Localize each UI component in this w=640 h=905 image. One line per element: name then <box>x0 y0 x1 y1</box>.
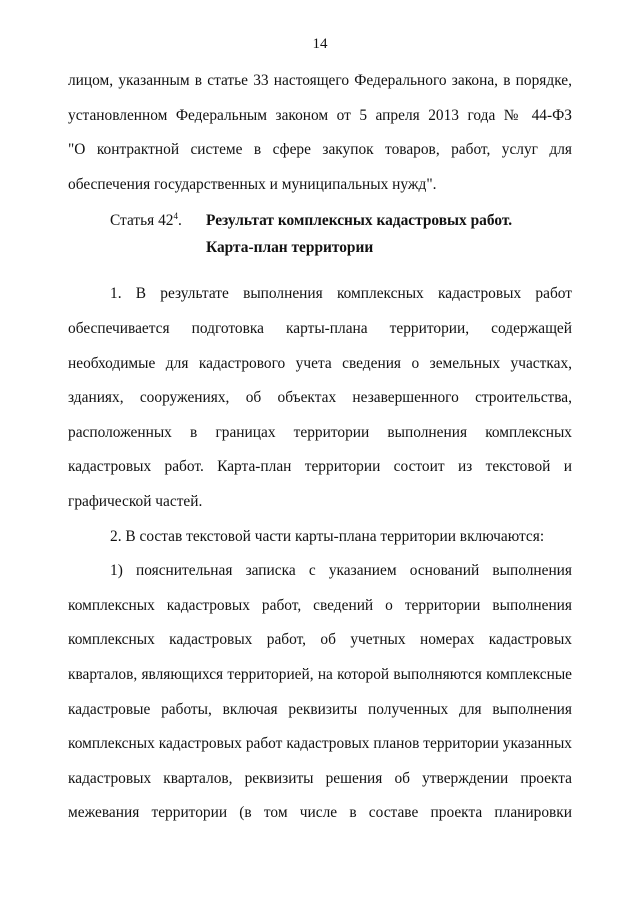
article-title <box>206 207 512 261</box>
text-line: лицом, указанным в статье 33 настоящего Федерального закона, в порядке, <box>68 72 572 89</box>
article-heading <box>68 207 572 277</box>
paragraph-3 <box>68 554 572 831</box>
text-line: 1) пояснительная записка с указанием оснований выполнения <box>110 562 572 580</box>
text-line: обеспечивается подготовка карты-плана территории, содержащей <box>68 319 572 337</box>
text-line: установленном Федеральным законом от 5 апреля 2013 года № 44-ФЗ <box>68 106 572 124</box>
article-title-line: Карта-план территории <box>206 239 374 257</box>
text-line: расположенных в границах территории выполнения комплексных <box>68 423 572 441</box>
text-line: зданиях, сооружениях, об объектах незавершенного строительства, <box>68 389 572 407</box>
text-line: кадастровые работы, включая реквизиты полученных для выполнения <box>68 700 572 718</box>
page-number: 14 <box>312 36 328 52</box>
article-label-suffix: . <box>177 212 182 230</box>
text-line: межевания территории (в том числе в составе проекта планировки <box>68 804 572 822</box>
text-line: обеспечения государственных и муниципальных нужд". <box>68 175 437 193</box>
text-line: 2. В состав текстовой части карты-плана территории включаются: <box>110 527 545 545</box>
text-line: комплексных кадастровых работ, об учетных номерах кадастровых <box>68 631 572 649</box>
text-line: "О контрактной системе в сфере закупок товаров, работ, услуг для <box>68 141 572 159</box>
paragraph-2 <box>68 520 572 555</box>
text-line: необходимые для кадастрового учета сведения о земельных участках, <box>68 354 572 372</box>
paragraph-1 <box>68 277 572 519</box>
article-title-line: Результат комплексных кадастровых работ. <box>206 212 513 230</box>
document-body <box>68 64 572 831</box>
text-line: кадастровых кварталов, реквизиты решения об утверждении проекта <box>68 769 572 787</box>
text-line: кварталов, являющихся территорией, на которой выполняются комплексные <box>68 665 572 683</box>
text-line: 1. В результате выполнения комплексных кадастровых работ <box>110 285 572 303</box>
text-line: графической частей. <box>68 492 203 510</box>
text-line: комплексных кадастровых работ кадастровых планов территории указанных <box>68 735 572 753</box>
article-superscript: 4 <box>173 211 178 222</box>
article-label-text: Статья 42 <box>110 212 174 230</box>
text-line: комплексных кадастровых работ, сведений о территории выполнения <box>68 596 572 614</box>
article-number <box>110 207 182 234</box>
intro-paragraph <box>68 64 572 202</box>
text-line: кадастровых работ. Карта-план территории состоит из текстовой и <box>68 458 572 476</box>
